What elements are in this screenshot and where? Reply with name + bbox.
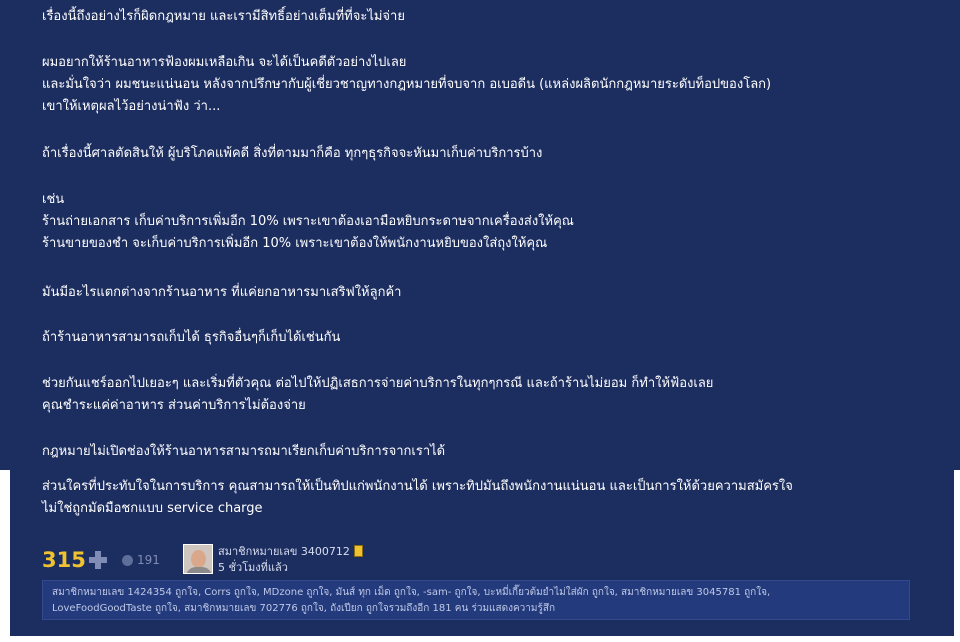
- avatar[interactable]: [183, 544, 213, 574]
- post-time: 5 ชั่วโมงที่แล้ว: [218, 561, 288, 574]
- vote-score: 315: [42, 548, 86, 572]
- post-line: ส่วนใครที่ประทับใจในการบริการ คุณสามารถให้เป็นทิปแก่พนักงานได้ เพราะทิปมันถึงพนักงานแน่นอน และเป็นการให้ด้วยความสมัครใจ: [42, 479, 793, 494]
- post-line: มันมีอะไรแตกต่างจากร้านอาหาร ที่แค่ยกอาหารมาเสริฟให้ลูกค้า: [42, 285, 402, 300]
- reactions-list[interactable]: [42, 580, 910, 620]
- avatar-face: [191, 550, 206, 568]
- post-line: ถ้าร้านอาหารสามารถเก็บได้ ธุรกิจอื่นๆก็เก็บได้เช่นกัน: [42, 330, 341, 345]
- post-line: ผมอยากให้ร้านอาหารฟ้องผมเหลือเกิน จะได้เป็นคดีตัวอย่างไปเลย: [42, 55, 407, 70]
- post-paragraph-1: [42, 6, 405, 28]
- post-paragraph-4: [42, 189, 574, 255]
- plus-icon[interactable]: [88, 550, 108, 570]
- avatar-shirt: [186, 567, 212, 574]
- emotion-count[interactable]: 191: [137, 553, 160, 567]
- author-name[interactable]: สมาชิกหมายเลข 3400712: [218, 545, 350, 558]
- reactions-line[interactable]: สมาชิกหมายเลข 1424354 ถูกใจ, Corrs ถูกใจ, MDzone ถูกใจ, มันส์ ทุก เม็ด ถูกใจ, -sam- ถูกใจ, บะหมี่เกี๊ยวต้มยำไม่ใส่ผัก ถูกใจ, สมาชิกหมายเลข 3045781 ถูกใจ,: [52, 587, 771, 598]
- post-paragraph-9: [42, 476, 793, 520]
- post-paragraph-7: [42, 373, 713, 417]
- post-line: ช่วยกันแชร์ออกไปเยอะๆ และเริ่มที่ตัวคุณ ต่อไปให้ปฏิเสธการจ่ายค่าบริการในทุกๆกรณี และถ้าร้านไม่ยอม ก็ทำให้ฟ้องเลย: [42, 376, 714, 391]
- post-line: กฎหมายไม่เปิดช่องให้ร้านอาหารสามารถมาเรียกเก็บค่าบริการจากเราได้: [42, 444, 446, 459]
- post-line: ร้านขายของชำ จะเก็บค่าบริการเพิ่มอีก 10% เพราะเขาต้องให้พนักงานหยิบของใส่ถุงให้คุณ: [42, 236, 548, 251]
- badge-icon: [354, 545, 363, 557]
- post-paragraph-8: [42, 441, 445, 463]
- post-line: และมั่นใจว่า ผมชนะแน่นอน หลังจากปรึกษากับผู้เชี่ยวชาญทางกฎหมายที่จบจาก อเบอดีน (แหล่งผลิตนักกฎหมายระดับท็อปของโลก): [42, 77, 772, 92]
- emotion-icon[interactable]: [122, 555, 133, 566]
- post-paragraph-5: [42, 282, 401, 304]
- post-line: ร้านถ่ายเอกสาร เก็บค่าบริการเพิ่มอีก 10% เพราะเขาต้องเอามือหยิบกระดาษจากเครื่องส่งให้คุณ: [42, 214, 574, 229]
- post-line: ถ้าเรื่องนี้ศาลตัดสินให้ ผู้บริโภคแพ้คดี สิ่งที่ตามมาก็คือ ทุกๆธุรกิจจะหันมาเก็บค่าบริการบ้าง: [42, 146, 543, 161]
- author-info: [218, 544, 363, 560]
- reactions-line[interactable]: LoveFoodGoodTaste ถูกใจ, สมาชิกหมายเลข 702776 ถูกใจ, ถังเปียก ถูกใจรวมถึงอีก 181 คน ร่วมแสดงความรู้สึก: [52, 603, 555, 614]
- post-paragraph-3: [42, 143, 542, 165]
- post-paragraph-2: [42, 52, 771, 118]
- post-line: คุณชำระแค่ค่าอาหาร ส่วนค่าบริการไม่ต้องจ่าย: [42, 398, 306, 413]
- post-line: เช่น: [42, 192, 65, 207]
- post-paragraph-6: [42, 327, 340, 349]
- post-line: ไม่ใช่ถูกมัดมือชกแบบ service charge: [42, 501, 263, 516]
- post-line: เรื่องนี้ถึงอย่างไรก็ผิดกฎหมาย และเรามีสิทธิ์อย่างเต็มที่ที่จะไม่จ่าย: [42, 9, 405, 24]
- post-line: เขาให้เหตุผลไว้อย่างน่าฟัง ว่า...: [42, 99, 221, 114]
